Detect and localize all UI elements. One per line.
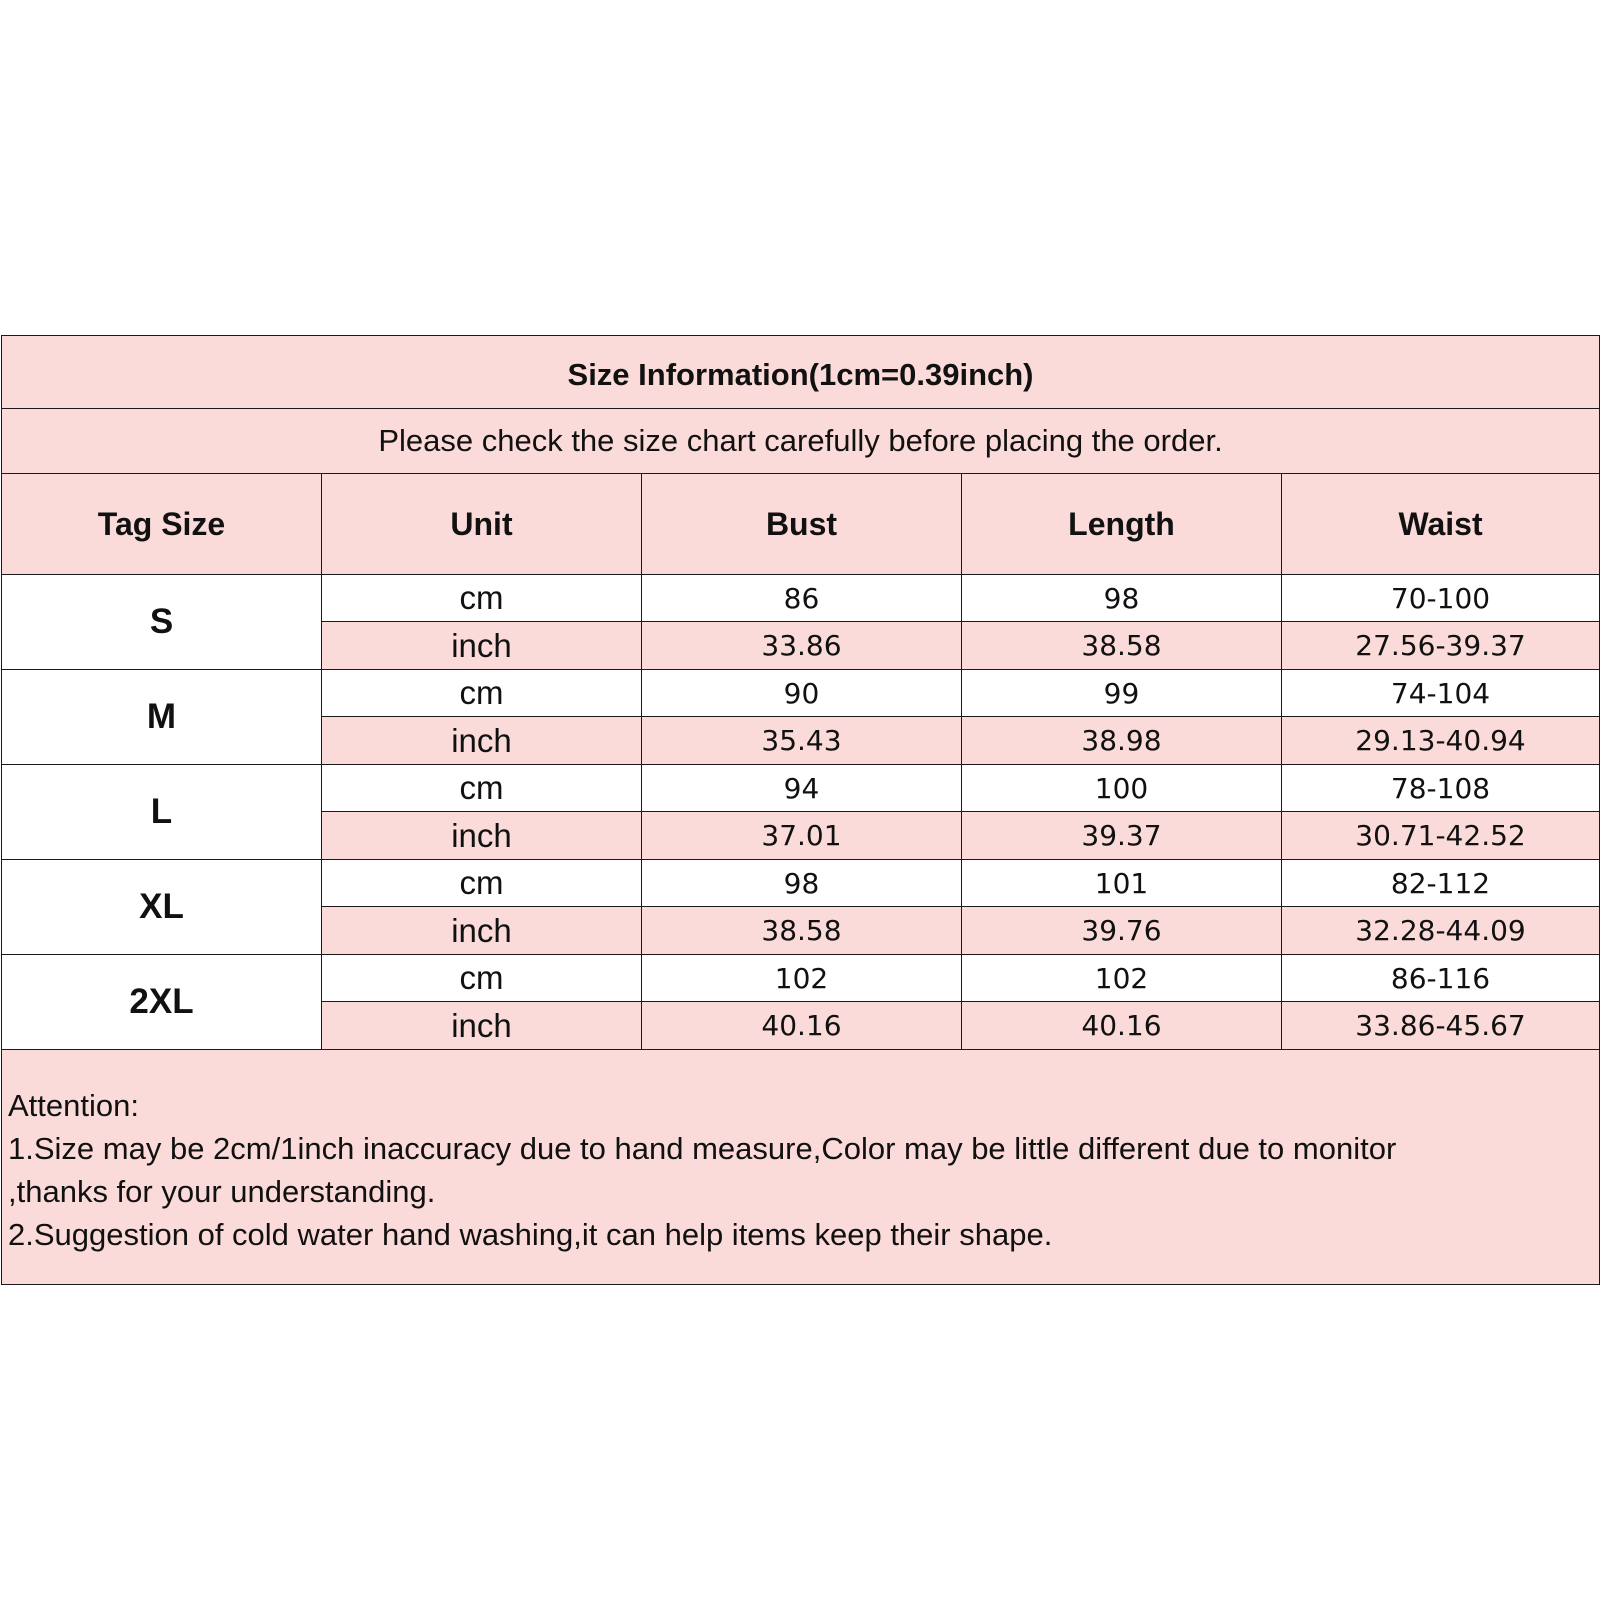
unit-cell: cm (322, 575, 642, 622)
waist-cell: 32.28-44.09 (1282, 907, 1600, 955)
table-row (2, 670, 1600, 717)
table-row (2, 860, 1600, 907)
size-chart-table (1, 335, 1600, 1285)
unit-cell: inch (322, 622, 642, 670)
unit-cell: inch (322, 717, 642, 765)
attention-line-1-cont: ,thanks for your understanding. (8, 1174, 436, 1209)
length-cell: 38.58 (962, 622, 1282, 670)
attention-line-1: 1.Size may be 2cm/1inch inaccuracy due to hand measure,Color may be little different due to monitor (8, 1131, 1397, 1166)
bust-cell: 102 (642, 955, 962, 1002)
bust-cell: 86 (642, 575, 962, 622)
table-row (2, 575, 1600, 622)
header-waist: Waist (1282, 474, 1600, 575)
bust-cell: 37.01 (642, 812, 962, 860)
bust-cell: 98 (642, 860, 962, 907)
table-row (2, 955, 1600, 1002)
tag-size-cell: S (2, 575, 322, 670)
size-chart-notice: Please check the size chart carefully before placing the order. (2, 409, 1600, 474)
tag-size-cell: L (2, 765, 322, 860)
unit-cell: inch (322, 812, 642, 860)
waist-cell: 29.13-40.94 (1282, 717, 1600, 765)
length-cell: 39.76 (962, 907, 1282, 955)
size-chart-title: Size Information(1cm=0.39inch) (2, 336, 1600, 409)
tag-size-cell: XL (2, 860, 322, 955)
unit-cell: inch (322, 1002, 642, 1050)
attention-heading: Attention: (8, 1088, 139, 1123)
waist-cell: 33.86-45.67 (1282, 1002, 1600, 1050)
length-cell: 101 (962, 860, 1282, 907)
bust-cell: 40.16 (642, 1002, 962, 1050)
waist-cell: 78-108 (1282, 765, 1600, 812)
waist-cell: 30.71-42.52 (1282, 812, 1600, 860)
header-row (2, 474, 1600, 575)
length-cell: 40.16 (962, 1002, 1282, 1050)
length-cell: 102 (962, 955, 1282, 1002)
waist-cell: 70-100 (1282, 575, 1600, 622)
length-cell: 99 (962, 670, 1282, 717)
table-row (2, 765, 1600, 812)
unit-cell: inch (322, 907, 642, 955)
tag-size-cell: 2XL (2, 955, 322, 1050)
bust-cell: 94 (642, 765, 962, 812)
header-tag-size: Tag Size (2, 474, 322, 575)
length-cell: 39.37 (962, 812, 1282, 860)
unit-cell: cm (322, 860, 642, 907)
bust-cell: 38.58 (642, 907, 962, 955)
length-cell: 38.98 (962, 717, 1282, 765)
length-cell: 100 (962, 765, 1282, 812)
tag-size-cell: M (2, 670, 322, 765)
attention-notes (2, 1050, 1600, 1285)
unit-cell: cm (322, 670, 642, 717)
bust-cell: 90 (642, 670, 962, 717)
header-length: Length (962, 474, 1282, 575)
length-cell: 98 (962, 575, 1282, 622)
bust-cell: 33.86 (642, 622, 962, 670)
unit-cell: cm (322, 765, 642, 812)
attention-line-2: 2.Suggestion of cold water hand washing,it can help items keep their shape. (8, 1217, 1053, 1252)
unit-cell: cm (322, 955, 642, 1002)
header-unit: Unit (322, 474, 642, 575)
waist-cell: 86-116 (1282, 955, 1600, 1002)
bust-cell: 35.43 (642, 717, 962, 765)
waist-cell: 27.56-39.37 (1282, 622, 1600, 670)
waist-cell: 74-104 (1282, 670, 1600, 717)
header-bust: Bust (642, 474, 962, 575)
waist-cell: 82-112 (1282, 860, 1600, 907)
